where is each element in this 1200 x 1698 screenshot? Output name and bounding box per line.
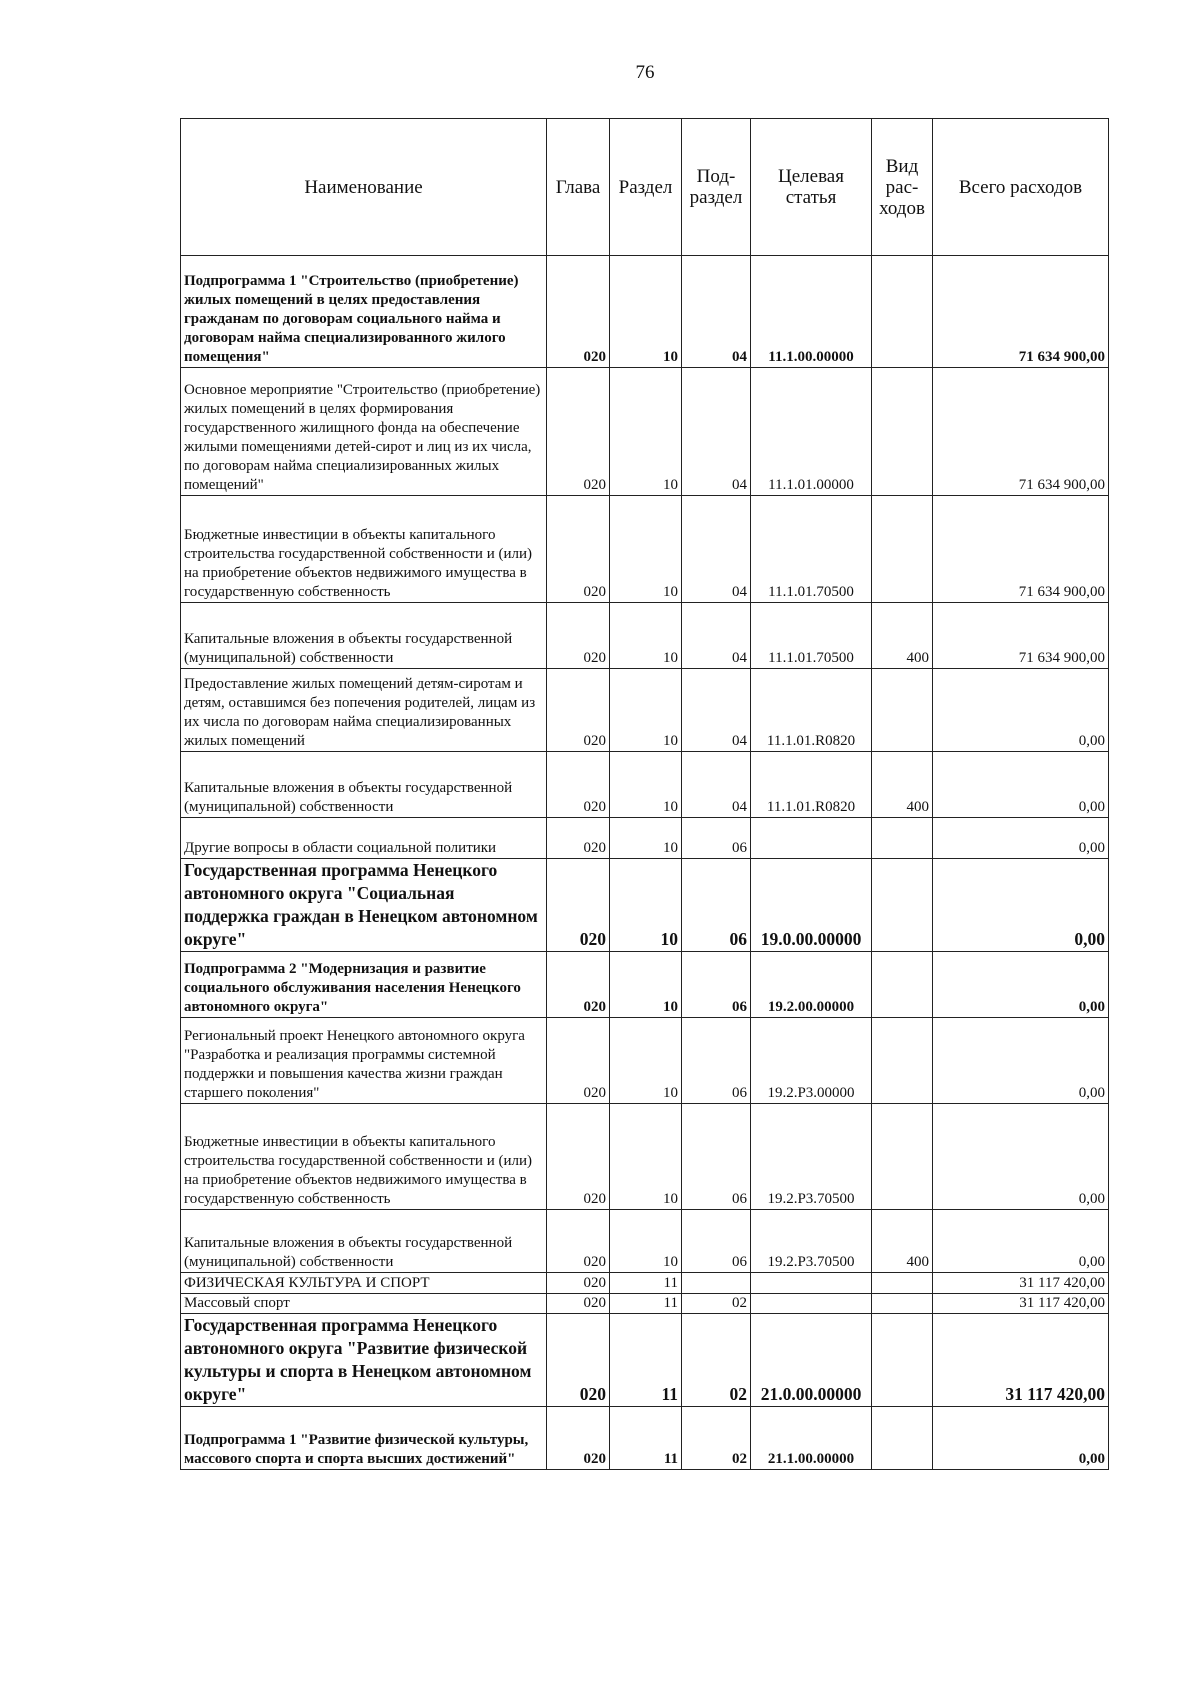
row-type: 400 — [872, 603, 933, 669]
row-target: 19.2.00.00000 — [751, 952, 872, 1018]
header-total: Всего расходов — [933, 119, 1109, 256]
row-chapter: 020 — [547, 1294, 610, 1314]
table-row — [181, 1273, 1109, 1294]
row-total: 0,00 — [933, 669, 1109, 752]
row-subsection: 04 — [682, 669, 751, 752]
table-row — [181, 1210, 1109, 1273]
row-total: 31 117 420,00 — [933, 1314, 1109, 1407]
row-subsection: 06 — [682, 1104, 751, 1210]
table-row — [181, 256, 1109, 368]
row-name: Капитальные вложения в объекты государственной (муниципальной) собственности — [181, 603, 547, 669]
row-target: 19.0.00.00000 — [751, 859, 872, 952]
table-row — [181, 669, 1109, 752]
table-header — [181, 119, 1109, 256]
page-number: 76 — [635, 62, 655, 83]
row-total: 0,00 — [933, 1104, 1109, 1210]
row-subsection — [682, 1273, 751, 1294]
table-row — [181, 368, 1109, 496]
row-type — [872, 368, 933, 496]
row-type — [872, 1407, 933, 1470]
header-section: Раздел — [610, 119, 682, 256]
row-target: 19.2.P3.70500 — [751, 1104, 872, 1210]
row-type — [872, 256, 933, 368]
row-chapter: 020 — [547, 669, 610, 752]
table-row — [181, 603, 1109, 669]
row-section: 10 — [610, 496, 682, 603]
row-subsection: 02 — [682, 1314, 751, 1407]
row-type — [872, 496, 933, 603]
row-section: 10 — [610, 752, 682, 818]
row-chapter: 020 — [547, 496, 610, 603]
row-target: 19.2.P3.70500 — [751, 1210, 872, 1273]
row-subsection: 06 — [682, 818, 751, 859]
row-type — [872, 669, 933, 752]
row-name: Другие вопросы в области социальной политики — [181, 818, 547, 859]
row-type — [872, 1018, 933, 1104]
row-name: Подпрограмма 1 "Строительство (приобретение) жилых помещений в целях предоставления гражданам по договорам социального найма и договорам найма специализированного жилого помещения" — [181, 256, 547, 368]
table-row — [181, 1407, 1109, 1470]
row-chapter: 020 — [547, 818, 610, 859]
row-target — [751, 818, 872, 859]
row-section: 10 — [610, 818, 682, 859]
row-type — [872, 818, 933, 859]
row-section: 10 — [610, 256, 682, 368]
row-type: 400 — [872, 1210, 933, 1273]
table-row — [181, 859, 1109, 952]
row-name: Региональный проект Ненецкого автономного округа "Разработка и реализация программы системной поддержки и повышения качества жизни граждан старшего поколения" — [181, 1018, 547, 1104]
header-subsection-text: Под- раздел — [689, 166, 743, 208]
row-target: 11.1.01.70500 — [751, 496, 872, 603]
row-chapter: 020 — [547, 1407, 610, 1470]
row-subsection: 06 — [682, 1210, 751, 1273]
row-type — [872, 1273, 933, 1294]
row-section: 11 — [610, 1314, 682, 1407]
row-total: 0,00 — [933, 1407, 1109, 1470]
row-name: Капитальные вложения в объекты государственной (муниципальной) собственности — [181, 1210, 547, 1273]
row-target: 11.1.00.00000 — [751, 256, 872, 368]
row-name: Подпрограмма 1 "Развитие физической культуры, массового спорта и спорта высших достижений" — [181, 1407, 547, 1470]
row-target — [751, 1294, 872, 1314]
row-chapter: 020 — [547, 256, 610, 368]
row-total: 0,00 — [933, 859, 1109, 952]
table-row — [181, 1104, 1109, 1210]
row-total: 71 634 900,00 — [933, 368, 1109, 496]
header-target-text: Целевая статья — [778, 166, 844, 208]
row-section: 11 — [610, 1294, 682, 1314]
table-row — [181, 1314, 1109, 1407]
row-subsection: 06 — [682, 952, 751, 1018]
row-section: 11 — [610, 1407, 682, 1470]
row-name: Бюджетные инвестиции в объекты капитального строительства государственной собственности и (или) на приобретение объектов недвижимого имущества в государственную собственность — [181, 1104, 547, 1210]
row-name: Государственная программа Ненецкого автономного округа "Развитие физической культуры и спорта в Ненецком автономном округе" — [181, 1314, 547, 1407]
row-name: Подпрограмма 2 "Модернизация и развитие социального обслуживания населения Ненецкого автономного округа" — [181, 952, 547, 1018]
expenditure-table — [180, 118, 1109, 1470]
row-type: 400 — [872, 752, 933, 818]
row-section: 11 — [610, 1273, 682, 1294]
table-row — [181, 1018, 1109, 1104]
row-section: 10 — [610, 603, 682, 669]
table-row — [181, 952, 1109, 1018]
row-section: 10 — [610, 368, 682, 496]
row-chapter: 020 — [547, 1104, 610, 1210]
row-chapter: 020 — [547, 1273, 610, 1294]
row-section: 10 — [610, 1210, 682, 1273]
row-chapter: 020 — [547, 603, 610, 669]
table-row — [181, 818, 1109, 859]
row-target — [751, 1273, 872, 1294]
table-row — [181, 1294, 1109, 1314]
row-subsection: 06 — [682, 859, 751, 952]
header-subsection — [682, 119, 751, 256]
row-section: 10 — [610, 952, 682, 1018]
row-section: 10 — [610, 1104, 682, 1210]
row-total: 31 117 420,00 — [933, 1294, 1109, 1314]
row-subsection: 04 — [682, 256, 751, 368]
row-type — [872, 1104, 933, 1210]
row-name: Предоставление жилых помещений детям-сиротам и детям, оставшимся без попечения родителей, лицам из их числа по договорам найма специализированных жилых помещений — [181, 669, 547, 752]
row-target: 21.0.00.00000 — [751, 1314, 872, 1407]
row-type — [872, 1294, 933, 1314]
row-target: 11.1.01.00000 — [751, 368, 872, 496]
row-total: 71 634 900,00 — [933, 603, 1109, 669]
row-target: 11.1.01.70500 — [751, 603, 872, 669]
header-type-text: Вид рас- ходов — [879, 155, 925, 219]
row-chapter: 020 — [547, 952, 610, 1018]
header-chapter: Глава — [547, 119, 610, 256]
row-total: 0,00 — [933, 952, 1109, 1018]
row-section: 10 — [610, 1018, 682, 1104]
row-total: 71 634 900,00 — [933, 256, 1109, 368]
row-total: 0,00 — [933, 818, 1109, 859]
row-total: 0,00 — [933, 752, 1109, 818]
row-chapter: 020 — [547, 368, 610, 496]
row-target: 19.2.P3.00000 — [751, 1018, 872, 1104]
header-type — [872, 119, 933, 256]
table-row — [181, 752, 1109, 818]
row-total: 0,00 — [933, 1018, 1109, 1104]
row-subsection: 06 — [682, 1018, 751, 1104]
row-total: 31 117 420,00 — [933, 1273, 1109, 1294]
row-type — [872, 1314, 933, 1407]
row-chapter: 020 — [547, 1314, 610, 1407]
row-subsection: 04 — [682, 368, 751, 496]
row-name: Массовый спорт — [181, 1294, 547, 1314]
row-chapter: 020 — [547, 859, 610, 952]
row-section: 10 — [610, 669, 682, 752]
row-subsection: 04 — [682, 752, 751, 818]
row-type — [872, 952, 933, 1018]
row-name: Основное мероприятие "Строительство (приобретение) жилых помещений в целях формирования государственного жилищного фонда на обеспечение жилыми помещениями детей-сирот и лиц из их числа, по договорам найма специализированных жилых помещений" — [181, 368, 547, 496]
row-name: Капитальные вложения в объекты государственной (муниципальной) собственности — [181, 752, 547, 818]
row-subsection: 04 — [682, 496, 751, 603]
row-section: 10 — [610, 859, 682, 952]
row-target: 21.1.00.00000 — [751, 1407, 872, 1470]
header-target — [751, 119, 872, 256]
row-subsection: 02 — [682, 1407, 751, 1470]
row-name: ФИЗИЧЕСКАЯ КУЛЬТУРА И СПОРТ — [181, 1273, 547, 1294]
row-chapter: 020 — [547, 1018, 610, 1104]
row-subsection: 04 — [682, 603, 751, 669]
row-chapter: 020 — [547, 752, 610, 818]
row-target: 11.1.01.R0820 — [751, 669, 872, 752]
row-name: Бюджетные инвестиции в объекты капитального строительства государственной собственности и (или) на приобретение объектов недвижимого имущества в государственную собственность — [181, 496, 547, 603]
row-total: 71 634 900,00 — [933, 496, 1109, 603]
table-row — [181, 496, 1109, 603]
header-name: Наименование — [181, 119, 547, 256]
row-subsection: 02 — [682, 1294, 751, 1314]
row-chapter: 020 — [547, 1210, 610, 1273]
row-target: 11.1.01.R0820 — [751, 752, 872, 818]
row-name: Государственная программа Ненецкого автономного округа "Социальная поддержка граждан в Ненецком автономном округе" — [181, 859, 547, 952]
row-total: 0,00 — [933, 1210, 1109, 1273]
row-type — [872, 859, 933, 952]
